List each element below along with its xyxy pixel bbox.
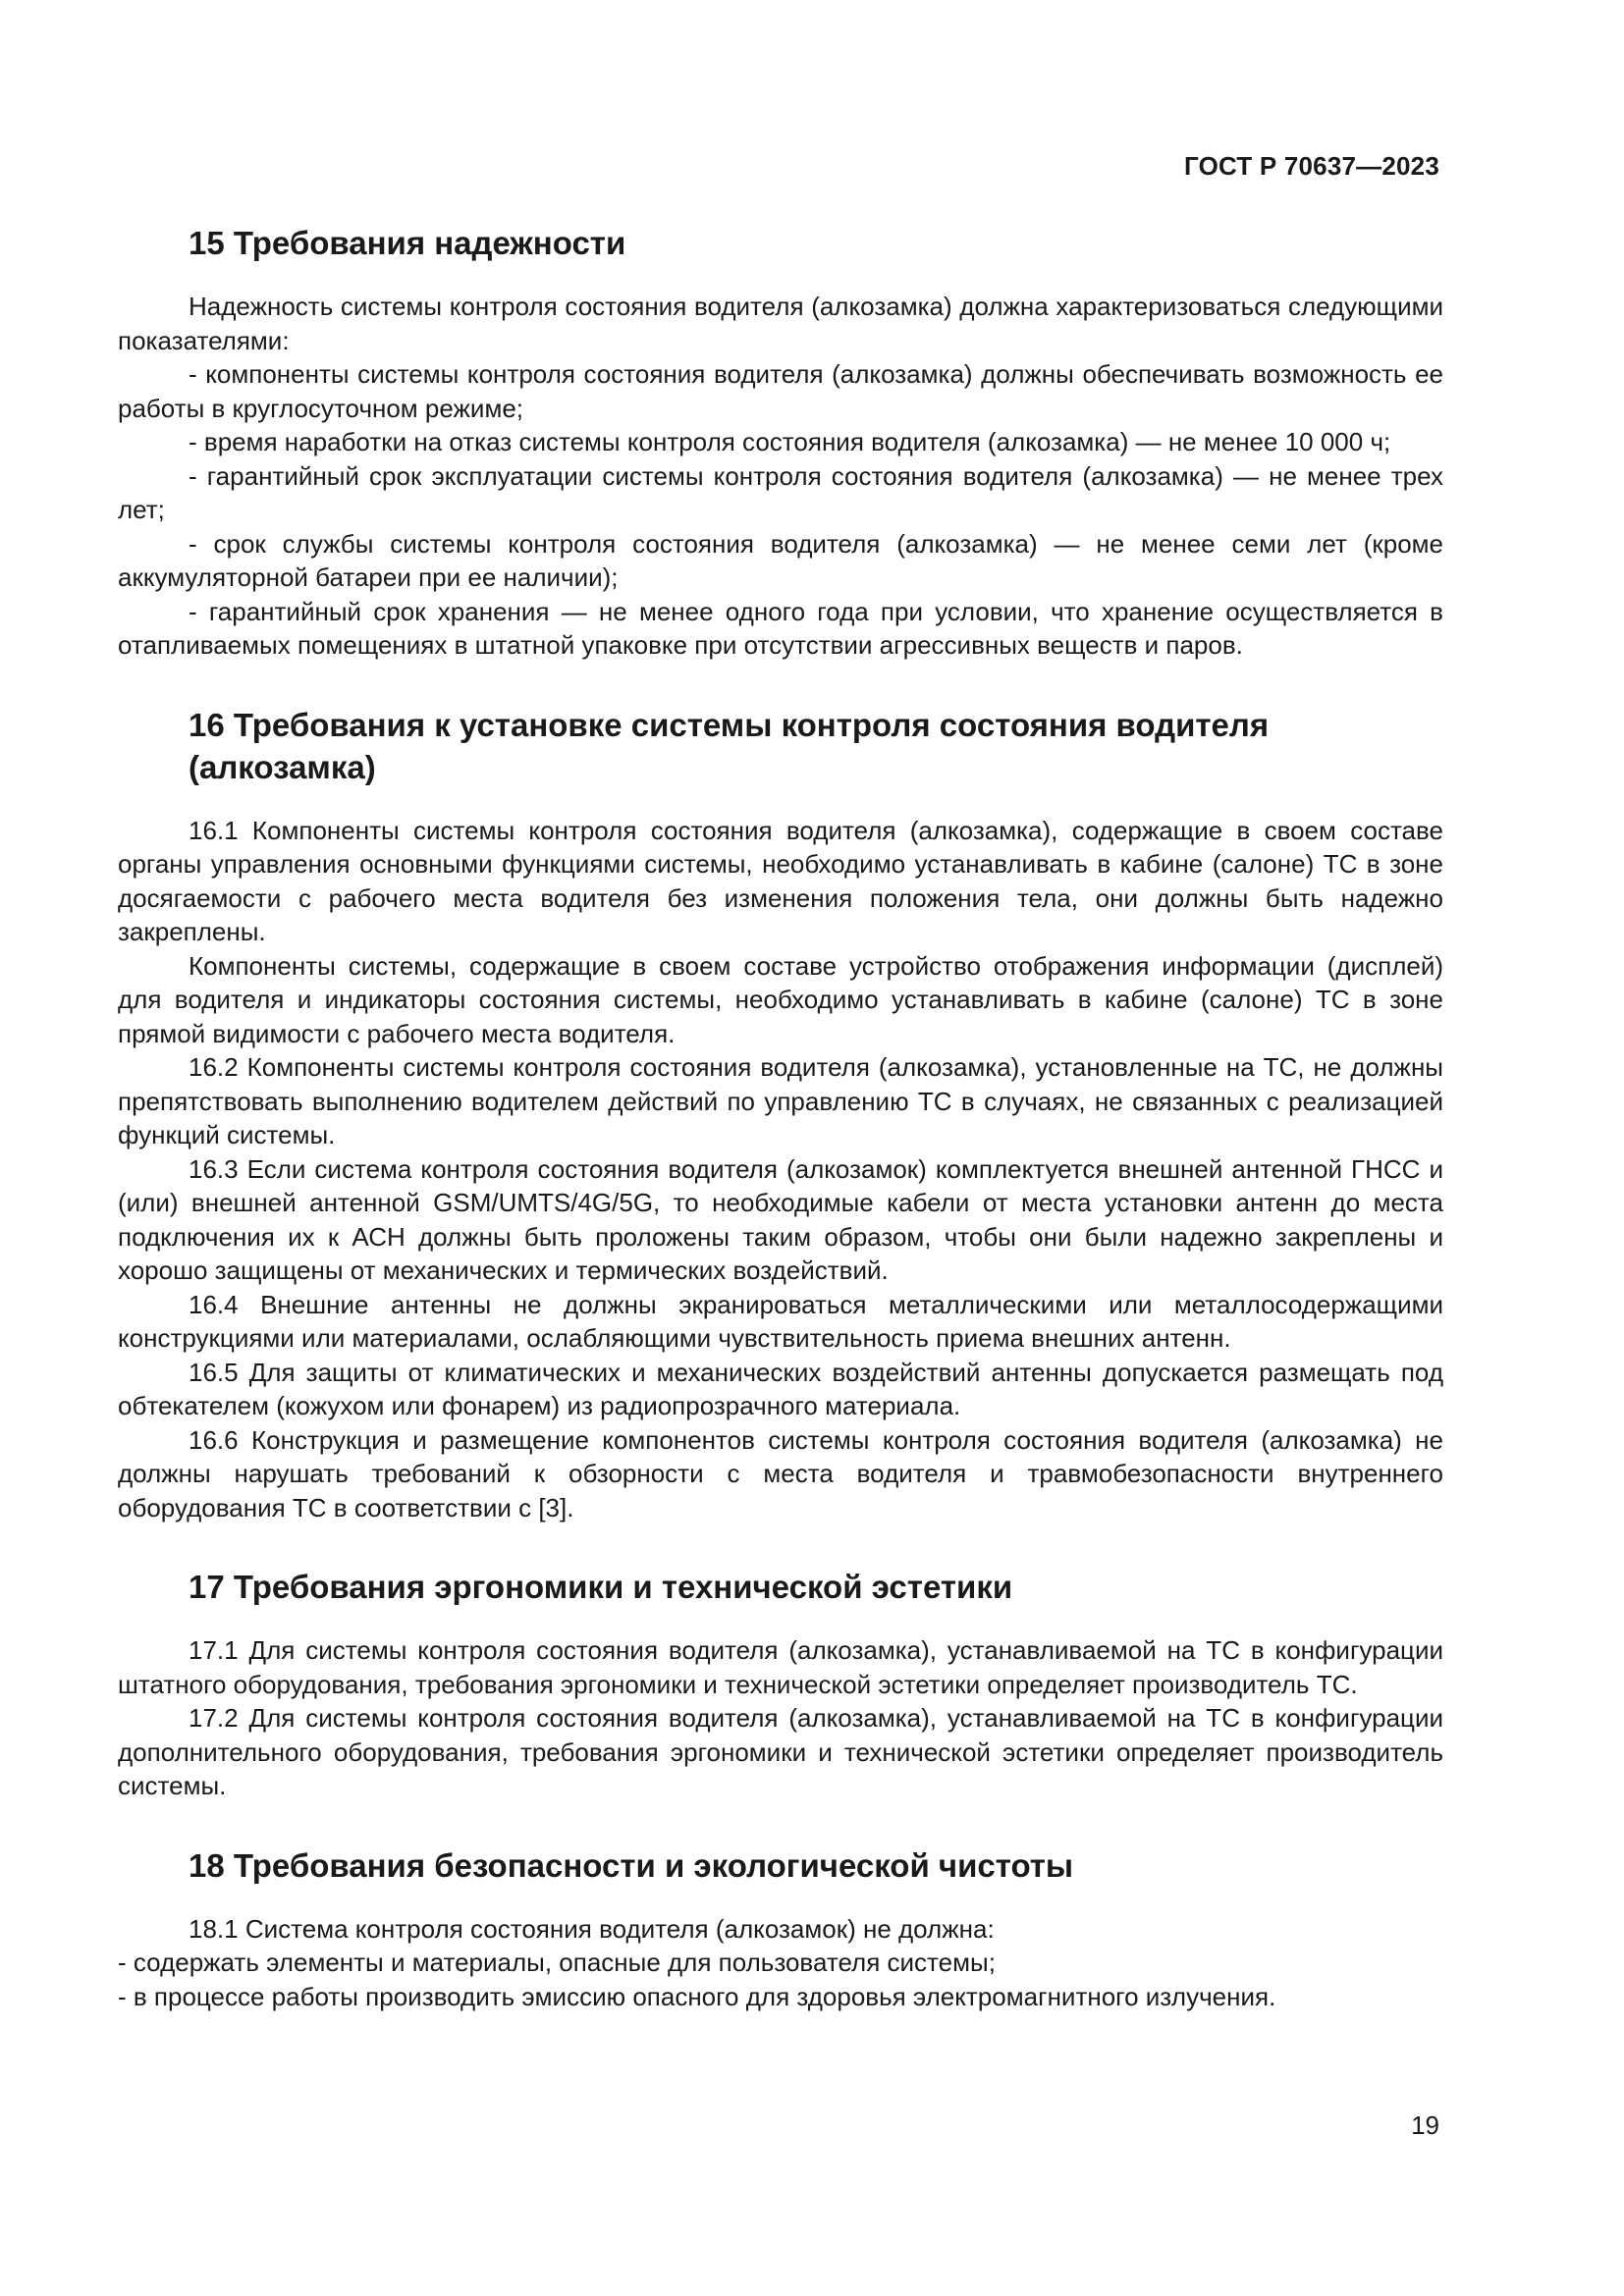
paragraph: 16.6 Конструкция и размещение компонентов системы контроля состояния водителя (алкозамка) не должны нарушать требований к обзорности с места водителя и травмобезопасности внутреннего оборудования ТС в соответствии с [3]. xyxy=(118,1424,1443,1522)
section-heading: 16 Требования к установке системы контроля состояния водителя (алкозамка) xyxy=(189,706,1270,785)
list-item: - компоненты системы контроля состояния водителя (алкозамка) должны обеспечивать возможность ее работы в круглосуточном режиме; xyxy=(118,359,1443,423)
list-item: - содержать элементы и материалы, опасные для пользователя системы; xyxy=(118,1948,996,1977)
section-18 xyxy=(118,1844,1443,2014)
paragraph: 16.4 Внешние антенны не должны экранироваться металлическими или металлосодержащими конструкциями или материалами, ослабляющими чувствительность приема внешних антенн. xyxy=(118,1289,1443,1353)
paragraph: Надежность системы контроля состояния водителя (алкозамка) должна характеризоваться следующими показателями: xyxy=(118,292,1443,355)
paragraph: 16.3 Если система контроля состояния водителя (алкозамок) комплектуется внешней антенной ГНСС и (или) внешней антенной GSM/UMTS/4G/5G, то необходимые кабели от места установки антенн до места подключения их к АСН должны быть проложены таким образом, чтобы они были надежно закреплены и хорошо защищены от механических и термических воздействий. xyxy=(118,1153,1443,1285)
paragraph: 16.2 Компоненты системы контроля состояния водителя (алкозамка), установленные на ТС, не должны препятствовать выполнению водителем действий по управлению ТС в случаях, не связанных с реализацией функций системы. xyxy=(118,1052,1443,1149)
standard-id: ГОСТ Р 70637—2023 xyxy=(1184,151,1439,181)
list-item: - гарантийный срок эксплуатации системы контроля состояния водителя (алкозамка) — не менее трех лет; xyxy=(118,460,1443,524)
section-heading: 18 Требования безопасности и экологической чистоты xyxy=(189,1846,1074,1884)
paragraph: 16.5 Для защиты от климатических и механических воздействий антенны допускается размещать под обтекателем (кожухом или фонарем) из радиопрозрачного материала. xyxy=(118,1357,1443,1420)
list-item: - гарантийный срок хранения — не менее одного года при условии, что хранение осуществляется в отапливаемых помещениях в штатной упаковке при отсутствии агрессивных веществ и паров. xyxy=(118,596,1443,660)
section-15 xyxy=(118,222,1443,663)
section-16 xyxy=(118,704,1443,1525)
section-heading: 17 Требования эргономики и технической эстетики xyxy=(189,1569,1013,1605)
list-item: - срок службы системы контроля состояния водителя (алкозамка) — не менее семи лет (кроме аккумуляторной батареи при ее наличии); xyxy=(118,528,1443,592)
paragraph: 16.1 Компоненты системы контроля состояния водителя (алкозамка), содержащие в своем составе органы управления основными функциями системы, необходимо устанавливать в кабине (салоне) ТС в зоне досягаемости с рабочего места водителя без изменения положения тела, они должны быть надежно закреплены. xyxy=(118,815,1443,946)
section-17 xyxy=(118,1566,1443,1803)
paragraph: 17.1 Для системы контроля состояния водителя (алкозамка), устанавливаемой на ТС в конфигурации штатного оборудования, требования эргономики и технической эстетики определяет производитель ТС. xyxy=(118,1635,1443,1699)
document-body xyxy=(118,222,1443,2013)
section-heading: 15 Требования надежности xyxy=(189,225,626,261)
paragraph: 18.1 Система контроля состояния водителя (алкозамок) не должна: xyxy=(189,1913,995,1944)
list-item: - время наработки на отказ системы контроля состояния водителя (алкозамка) — не менее 10 000 ч; xyxy=(189,427,1391,456)
paragraph: Компоненты системы, содержащие в своем составе устройство отображения информации (дисплей) для водителя и индикаторы состояния системы, необходимо устанавливать в кабине (салоне) ТС в зоне прямой видимости с рабочего места водителя. xyxy=(118,950,1443,1048)
page-number: 19 xyxy=(1411,2110,1439,2140)
list-item: - в процессе работы производить эмиссию опасного для здоровья электромагнитного излучения. xyxy=(118,1981,1276,2011)
paragraph: 17.2 Для системы контроля состояния водителя (алкозамка), устанавливаемой на ТС в конфигурации дополнительного оборудования, требования эргономики и технической эстетики определяет производитель системы. xyxy=(118,1703,1443,1800)
